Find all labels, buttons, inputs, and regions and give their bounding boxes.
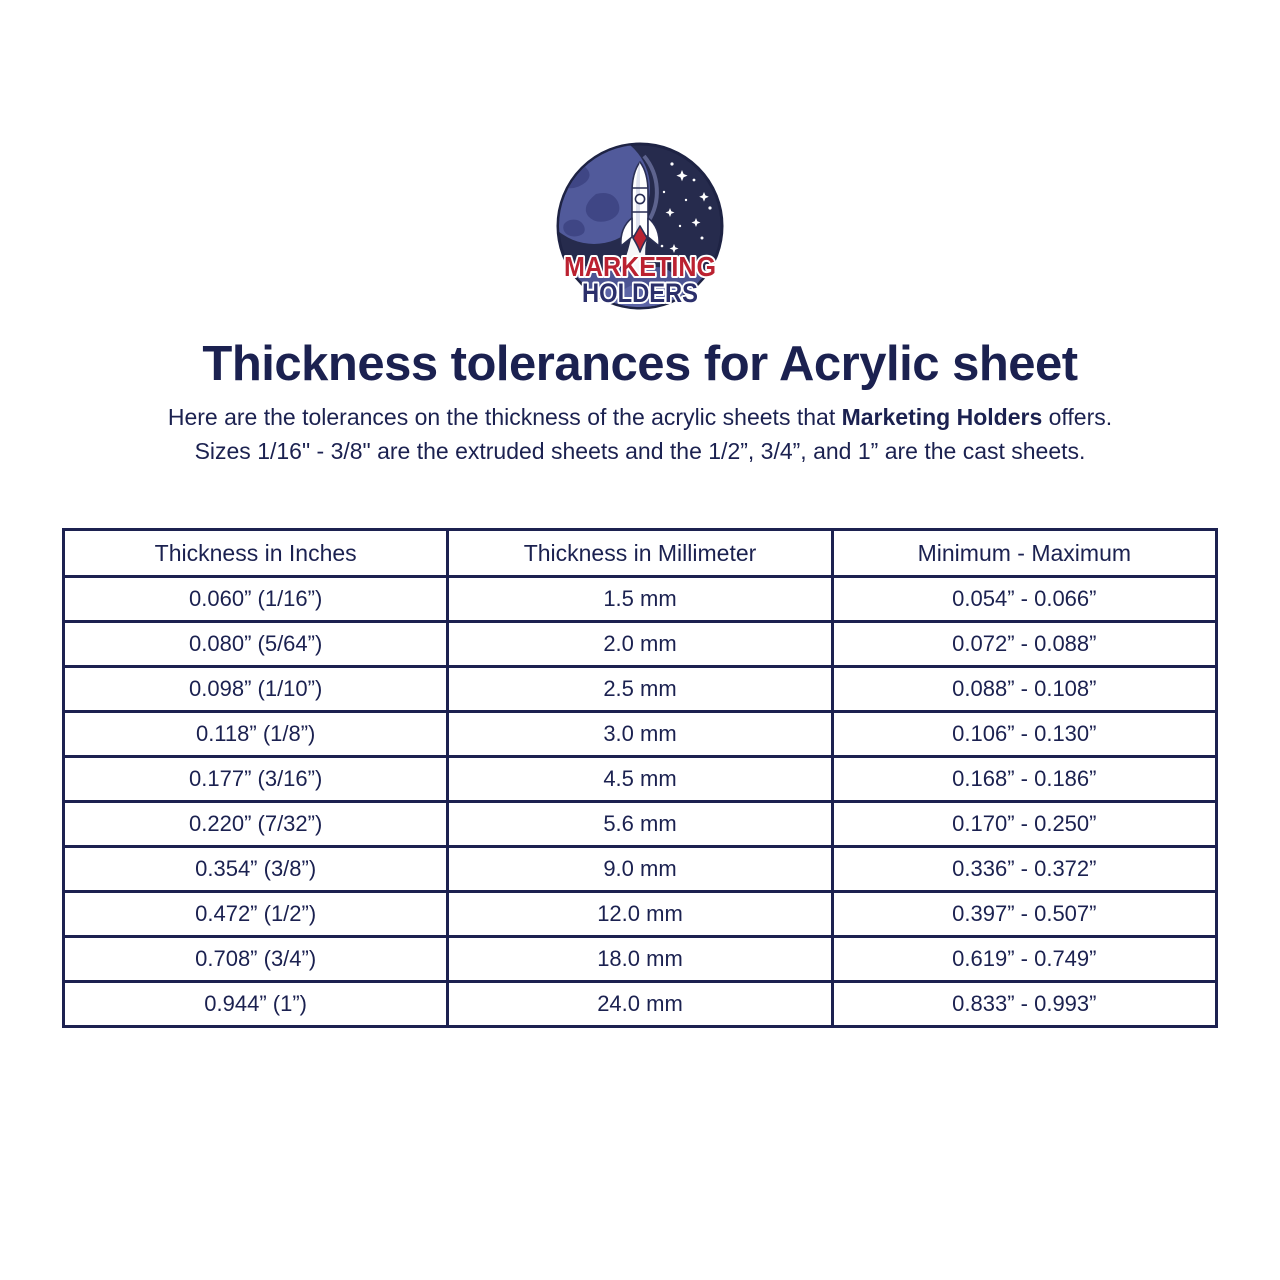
table-row xyxy=(64,892,1217,937)
table-row xyxy=(64,667,1217,712)
cell-mm: 2.0 mm xyxy=(448,622,832,667)
cell-inches: 0.118” (1/8”) xyxy=(64,712,448,757)
cell-range: 0.336” - 0.372” xyxy=(832,847,1216,892)
cell-mm: 2.5 mm xyxy=(448,667,832,712)
table-row xyxy=(64,577,1217,622)
cell-range: 0.170” - 0.250” xyxy=(832,802,1216,847)
table-row xyxy=(64,982,1217,1027)
tolerance-table xyxy=(62,528,1218,1028)
table-row xyxy=(64,757,1217,802)
table-row xyxy=(64,847,1217,892)
table-row xyxy=(64,622,1217,667)
intro-line1-suffix: offers. xyxy=(1042,404,1113,430)
col-header-thickness-inches: Thickness in Inches xyxy=(64,530,448,577)
cell-inches: 0.220” (7/32”) xyxy=(64,802,448,847)
cell-mm: 3.0 mm xyxy=(448,712,832,757)
intro-line1-prefix: Here are the tolerances on the thickness of the acrylic sheets that xyxy=(167,404,842,430)
cell-inches: 0.944” (1”) xyxy=(64,982,448,1027)
cell-range: 0.054” - 0.066” xyxy=(832,577,1216,622)
cell-range: 0.168” - 0.186” xyxy=(832,757,1216,802)
marketing-holders-logo xyxy=(544,142,736,320)
table-row xyxy=(64,712,1217,757)
cell-range: 0.072” - 0.088” xyxy=(832,622,1216,667)
intro-brand-name: Marketing Holders xyxy=(841,404,1043,430)
logo-wordmark-holders: HOLDERS xyxy=(582,278,698,308)
table-header-row xyxy=(64,530,1217,577)
table-row xyxy=(64,802,1217,847)
cell-inches: 0.354” (3/8”) xyxy=(64,847,448,892)
cell-range: 0.833” - 0.993” xyxy=(832,982,1216,1027)
cell-inches: 0.060” (1/16”) xyxy=(64,577,448,622)
intro-line2: Sizes 1/16" - 3/8" are the extruded sheets and the 1/2”, 3/4”, and 1” are the cast sheets. xyxy=(194,438,1086,464)
cell-mm: 5.6 mm xyxy=(448,802,832,847)
cell-mm: 1.5 mm xyxy=(448,577,832,622)
intro-text xyxy=(50,400,1230,468)
cell-mm: 9.0 mm xyxy=(448,847,832,892)
cell-range: 0.088” - 0.108” xyxy=(832,667,1216,712)
logo-graphic xyxy=(544,142,736,320)
cell-mm: 4.5 mm xyxy=(448,757,832,802)
cell-inches: 0.080” (5/64”) xyxy=(64,622,448,667)
cell-mm: 24.0 mm xyxy=(448,982,832,1027)
page-title: Thickness tolerances for Acrylic sheet xyxy=(202,337,1078,391)
table-row xyxy=(64,937,1217,982)
cell-inches: 0.098” (1/10”) xyxy=(64,667,448,712)
cell-inches: 0.708” (3/4”) xyxy=(64,937,448,982)
cell-inches: 0.472” (1/2”) xyxy=(64,892,448,937)
cell-range: 0.106” - 0.130” xyxy=(832,712,1216,757)
col-header-min-max: Minimum - Maximum xyxy=(832,530,1216,577)
logo-wordmark-marketing: MARKETING xyxy=(564,251,716,282)
cell-mm: 12.0 mm xyxy=(448,892,832,937)
cell-range: 0.397” - 0.507” xyxy=(832,892,1216,937)
cell-inches: 0.177” (3/16”) xyxy=(64,757,448,802)
col-header-thickness-mm: Thickness in Millimeter xyxy=(448,530,832,577)
cell-mm: 18.0 mm xyxy=(448,937,832,982)
cell-range: 0.619” - 0.749” xyxy=(832,937,1216,982)
